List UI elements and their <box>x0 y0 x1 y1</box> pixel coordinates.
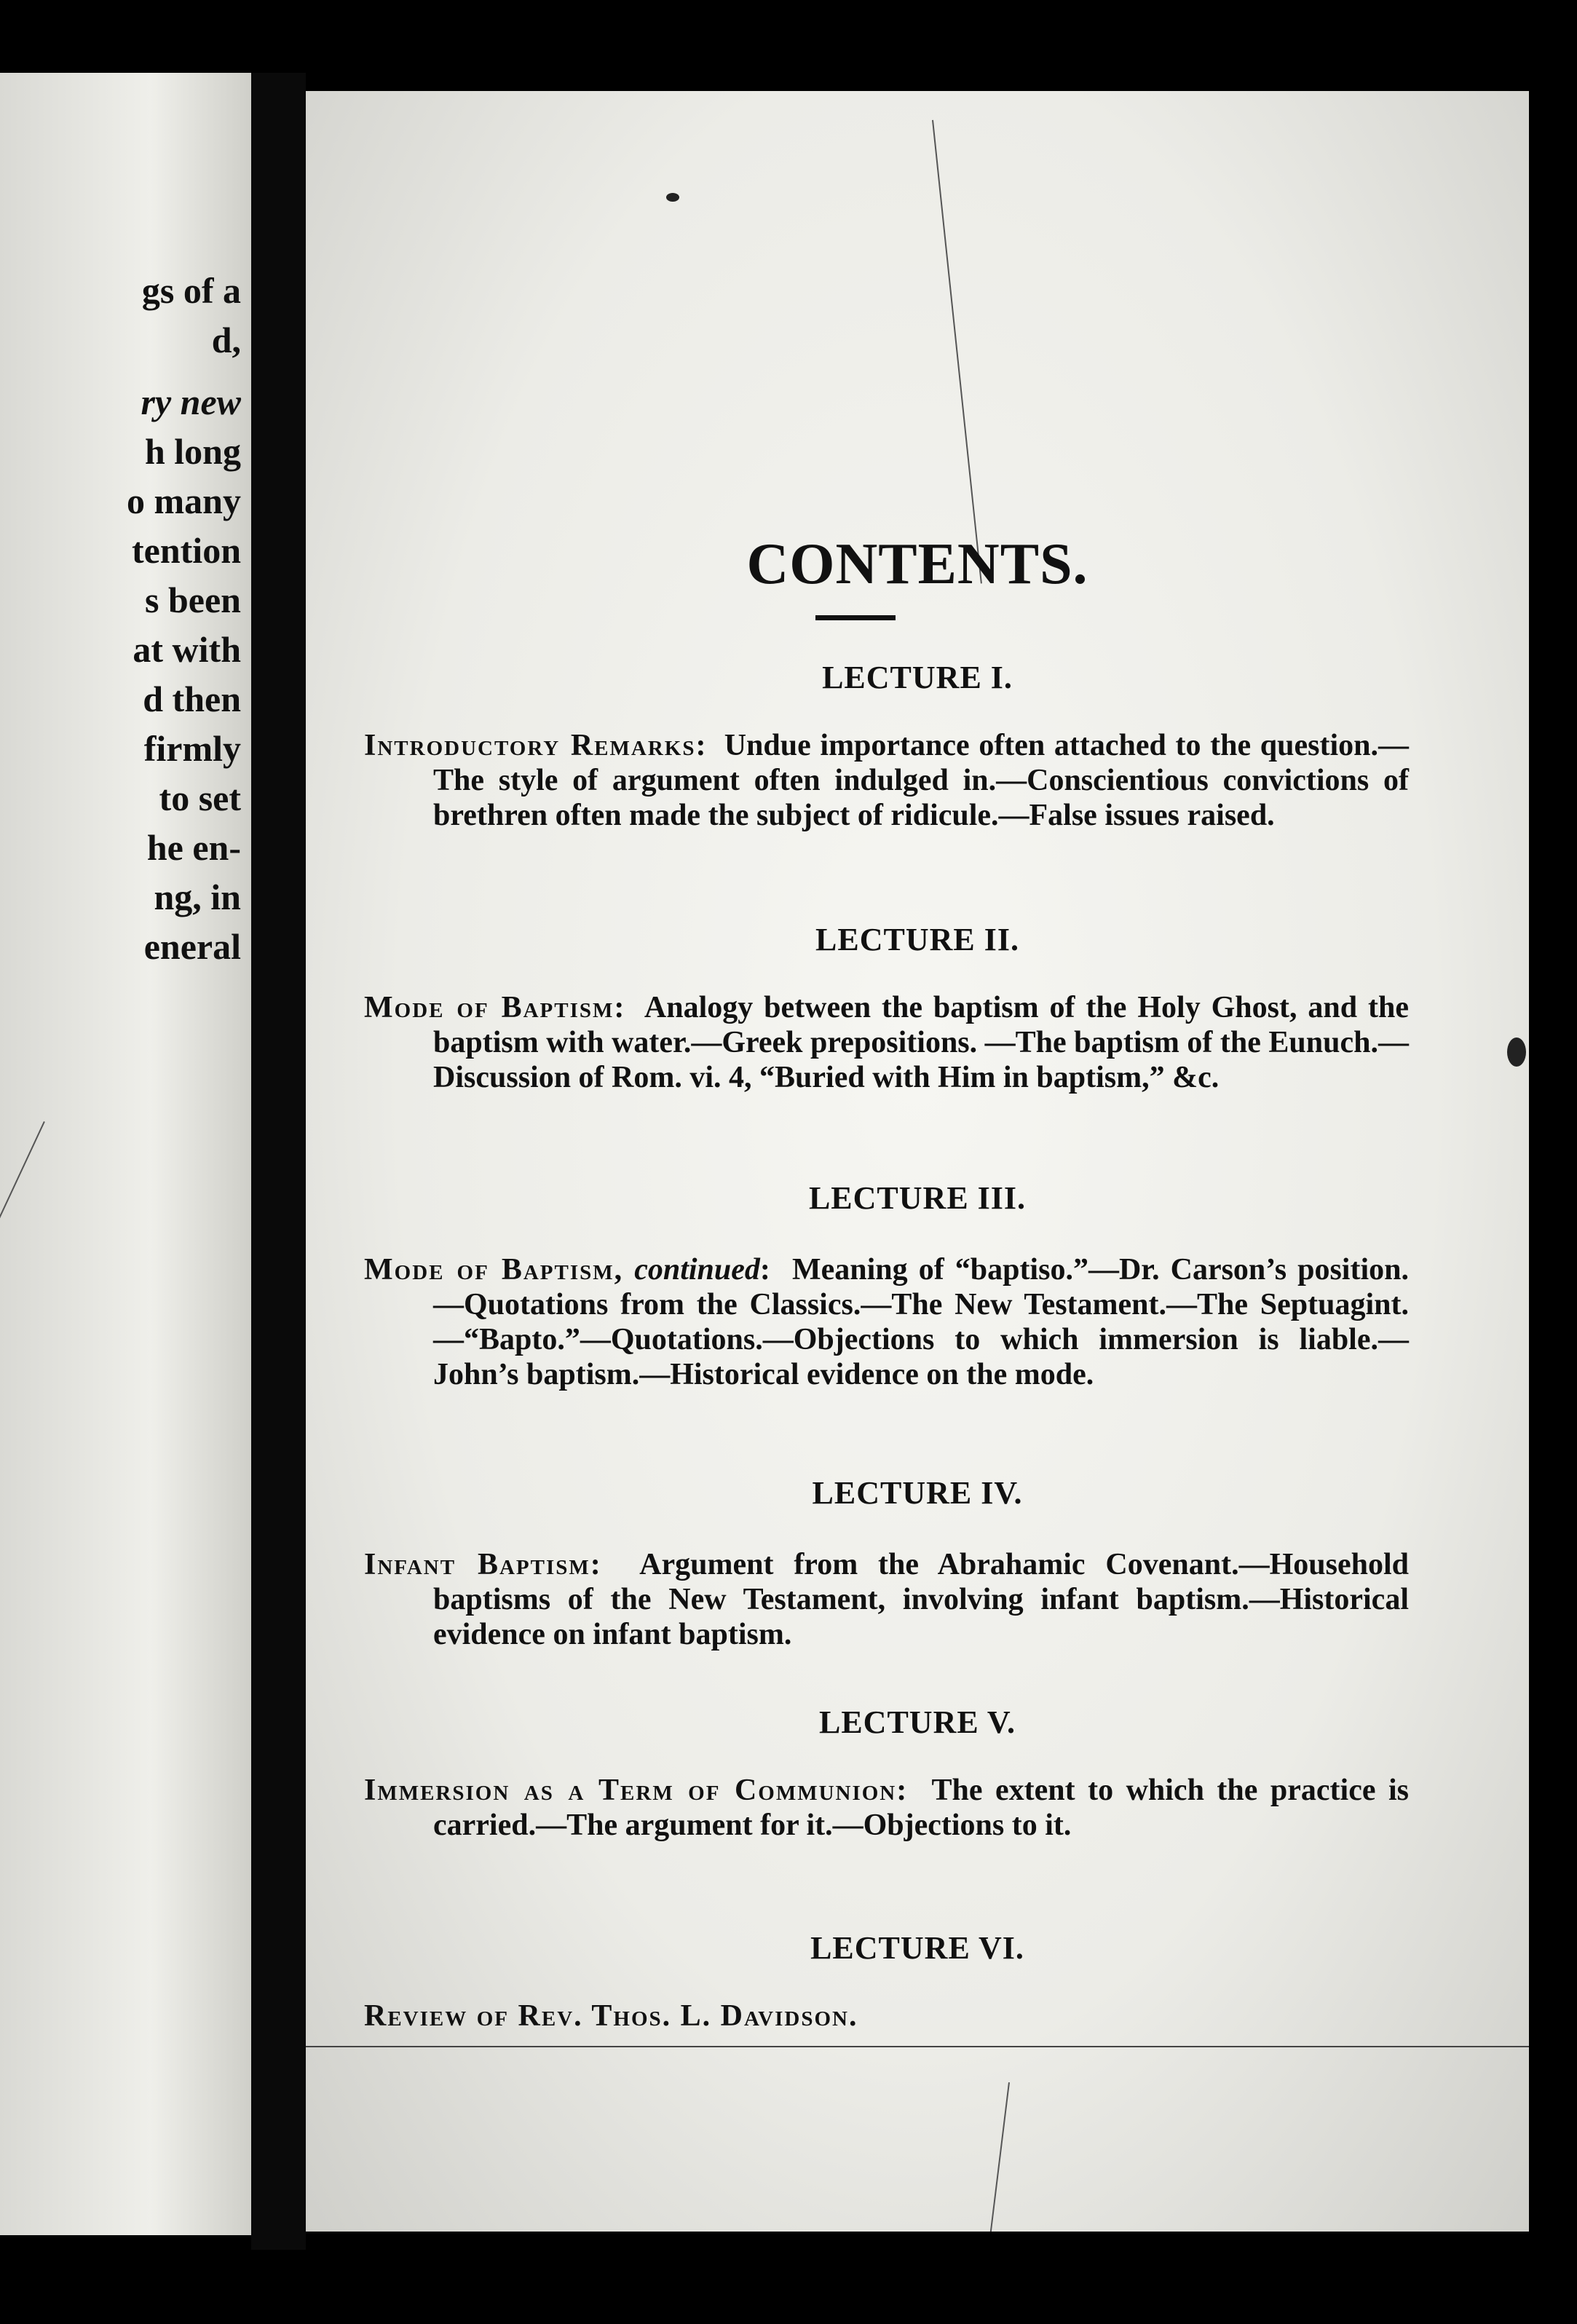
lecture-summary: Analogy between the baptism of the Holy Ghost, and the baptism with water.—Greek prepositions. —The baptism of the Eunuch.—Discussion of Rom. vi. 4, “Buried with Him in baptism,” &c. <box>433 991 1409 1094</box>
left-page-line: d, <box>211 320 241 360</box>
contents-page <box>306 91 1529 2232</box>
lecture-summary: The extent to which the practice is carried.—The argument for it.—Objections to it. <box>433 1774 1409 1842</box>
left-page-line: h long <box>144 431 241 472</box>
scan-scratch <box>989 2082 1010 2232</box>
scan-scratch <box>932 120 982 584</box>
lecture-entry: Introductory Remarks: Undue importance often attached to the question.—The style of argument often indulged in.—Conscientious convictions of brethren often made the subject of ridicule.—False issues raised. <box>364 729 1409 832</box>
left-page-line: gs of a <box>141 270 241 311</box>
lecture-heading: LECTURE III. <box>808 1180 1027 1216</box>
lecture-entry <box>364 1999 1409 2034</box>
lecture-heading: LECTURE V. <box>818 1704 1016 1740</box>
lecture-entry: Mode of Baptism: Analogy between the baptism of the Holy Ghost, and the baptism with water.—Greek prepositions. —The baptism of the Eunuch.—Discussion of Rom. vi. 4, “Buried with Him in baptism,” &c. <box>364 991 1409 1094</box>
lecture-subject: Mode of Baptism, <box>364 1253 624 1286</box>
left-page-line: s been <box>145 580 241 620</box>
lecture-heading: LECTURE I. <box>822 660 1013 695</box>
ink-speck <box>666 193 679 202</box>
lecture-summary: Argument from the Abrahamic Covenant.—Household baptisms of the New Testament, involving infant baptism.—Historical evidence on infant baptism. <box>433 1548 1410 1651</box>
ink-speck <box>1507 1038 1526 1067</box>
lecture-subject: Mode of Baptism <box>364 991 614 1024</box>
left-page-line: eneral <box>143 926 241 967</box>
lecture-subject: Infant Baptism <box>364 1548 590 1581</box>
lecture-heading: LECTURE II. <box>815 922 1019 957</box>
lecture-heading: LECTURE IV. <box>812 1475 1023 1511</box>
lecture-subject: Introductory Remarks <box>364 729 696 762</box>
left-page-line: he en- <box>146 827 241 868</box>
lecture-summary: Meaning of “baptiso.”—Dr. Carson’s position.—Quotations from the Classics.—The New Testament.—The Septuagint.—“Bapto.”—Quotations.—Objections to which immersion is liable.—John’s baptism.—Historical evidence on the mode. <box>433 1253 1409 1391</box>
left-facing-page <box>0 73 251 2235</box>
left-page-line: at with <box>133 629 241 670</box>
lecture-entry: Infant Baptism: Argument from the Abrahamic Covenant.—Household baptisms of the New Testament, involving infant baptism.—Historical evidence on infant baptism. <box>364 1548 1410 1651</box>
left-page-line: ry new <box>141 382 241 422</box>
title-rule <box>815 615 896 620</box>
lecture-qualifier: continued <box>634 1253 760 1286</box>
left-page-line: firmly <box>143 728 241 769</box>
left-page-line: o many <box>127 481 241 521</box>
left-page-line: d then <box>143 679 241 719</box>
page-title: CONTENTS. <box>746 532 1088 596</box>
lecture-entry: Mode of Baptism, continued: Meaning of “baptiso.”—Dr. Carson’s position.—Quotations from the Classics.—The New Testament.—The Septuagint.—“Bapto.”—Quotations.—Objections to which immersion is liable.—John’s baptism.—Historical evidence on the mode. <box>364 1253 1409 1391</box>
book-gutter <box>251 73 306 2250</box>
left-page-line: tention <box>132 530 241 571</box>
page-fold-line <box>306 2046 1529 2047</box>
lecture-heading: LECTURE VI. <box>810 1930 1024 1966</box>
lecture-subject: Immersion as a Term of Communion <box>364 1774 897 1807</box>
lecture-entry: Immersion as a Term of Communion: The extent to which the practice is carried.—The argument for it.—Objections to it. <box>364 1774 1409 1842</box>
lecture-subject: Review of Rev. Thos. L. Davidson. <box>364 1999 858 2033</box>
lecture-summary: Undue importance often attached to the question.—The style of argument often indulged in.—Conscientious convictions of brethren often made the subject of ridicule.—False issues raised. <box>433 729 1409 832</box>
scan-scratch <box>0 1121 45 1372</box>
left-page-line: to set <box>159 778 241 818</box>
left-page-line: ng, in <box>154 877 241 917</box>
